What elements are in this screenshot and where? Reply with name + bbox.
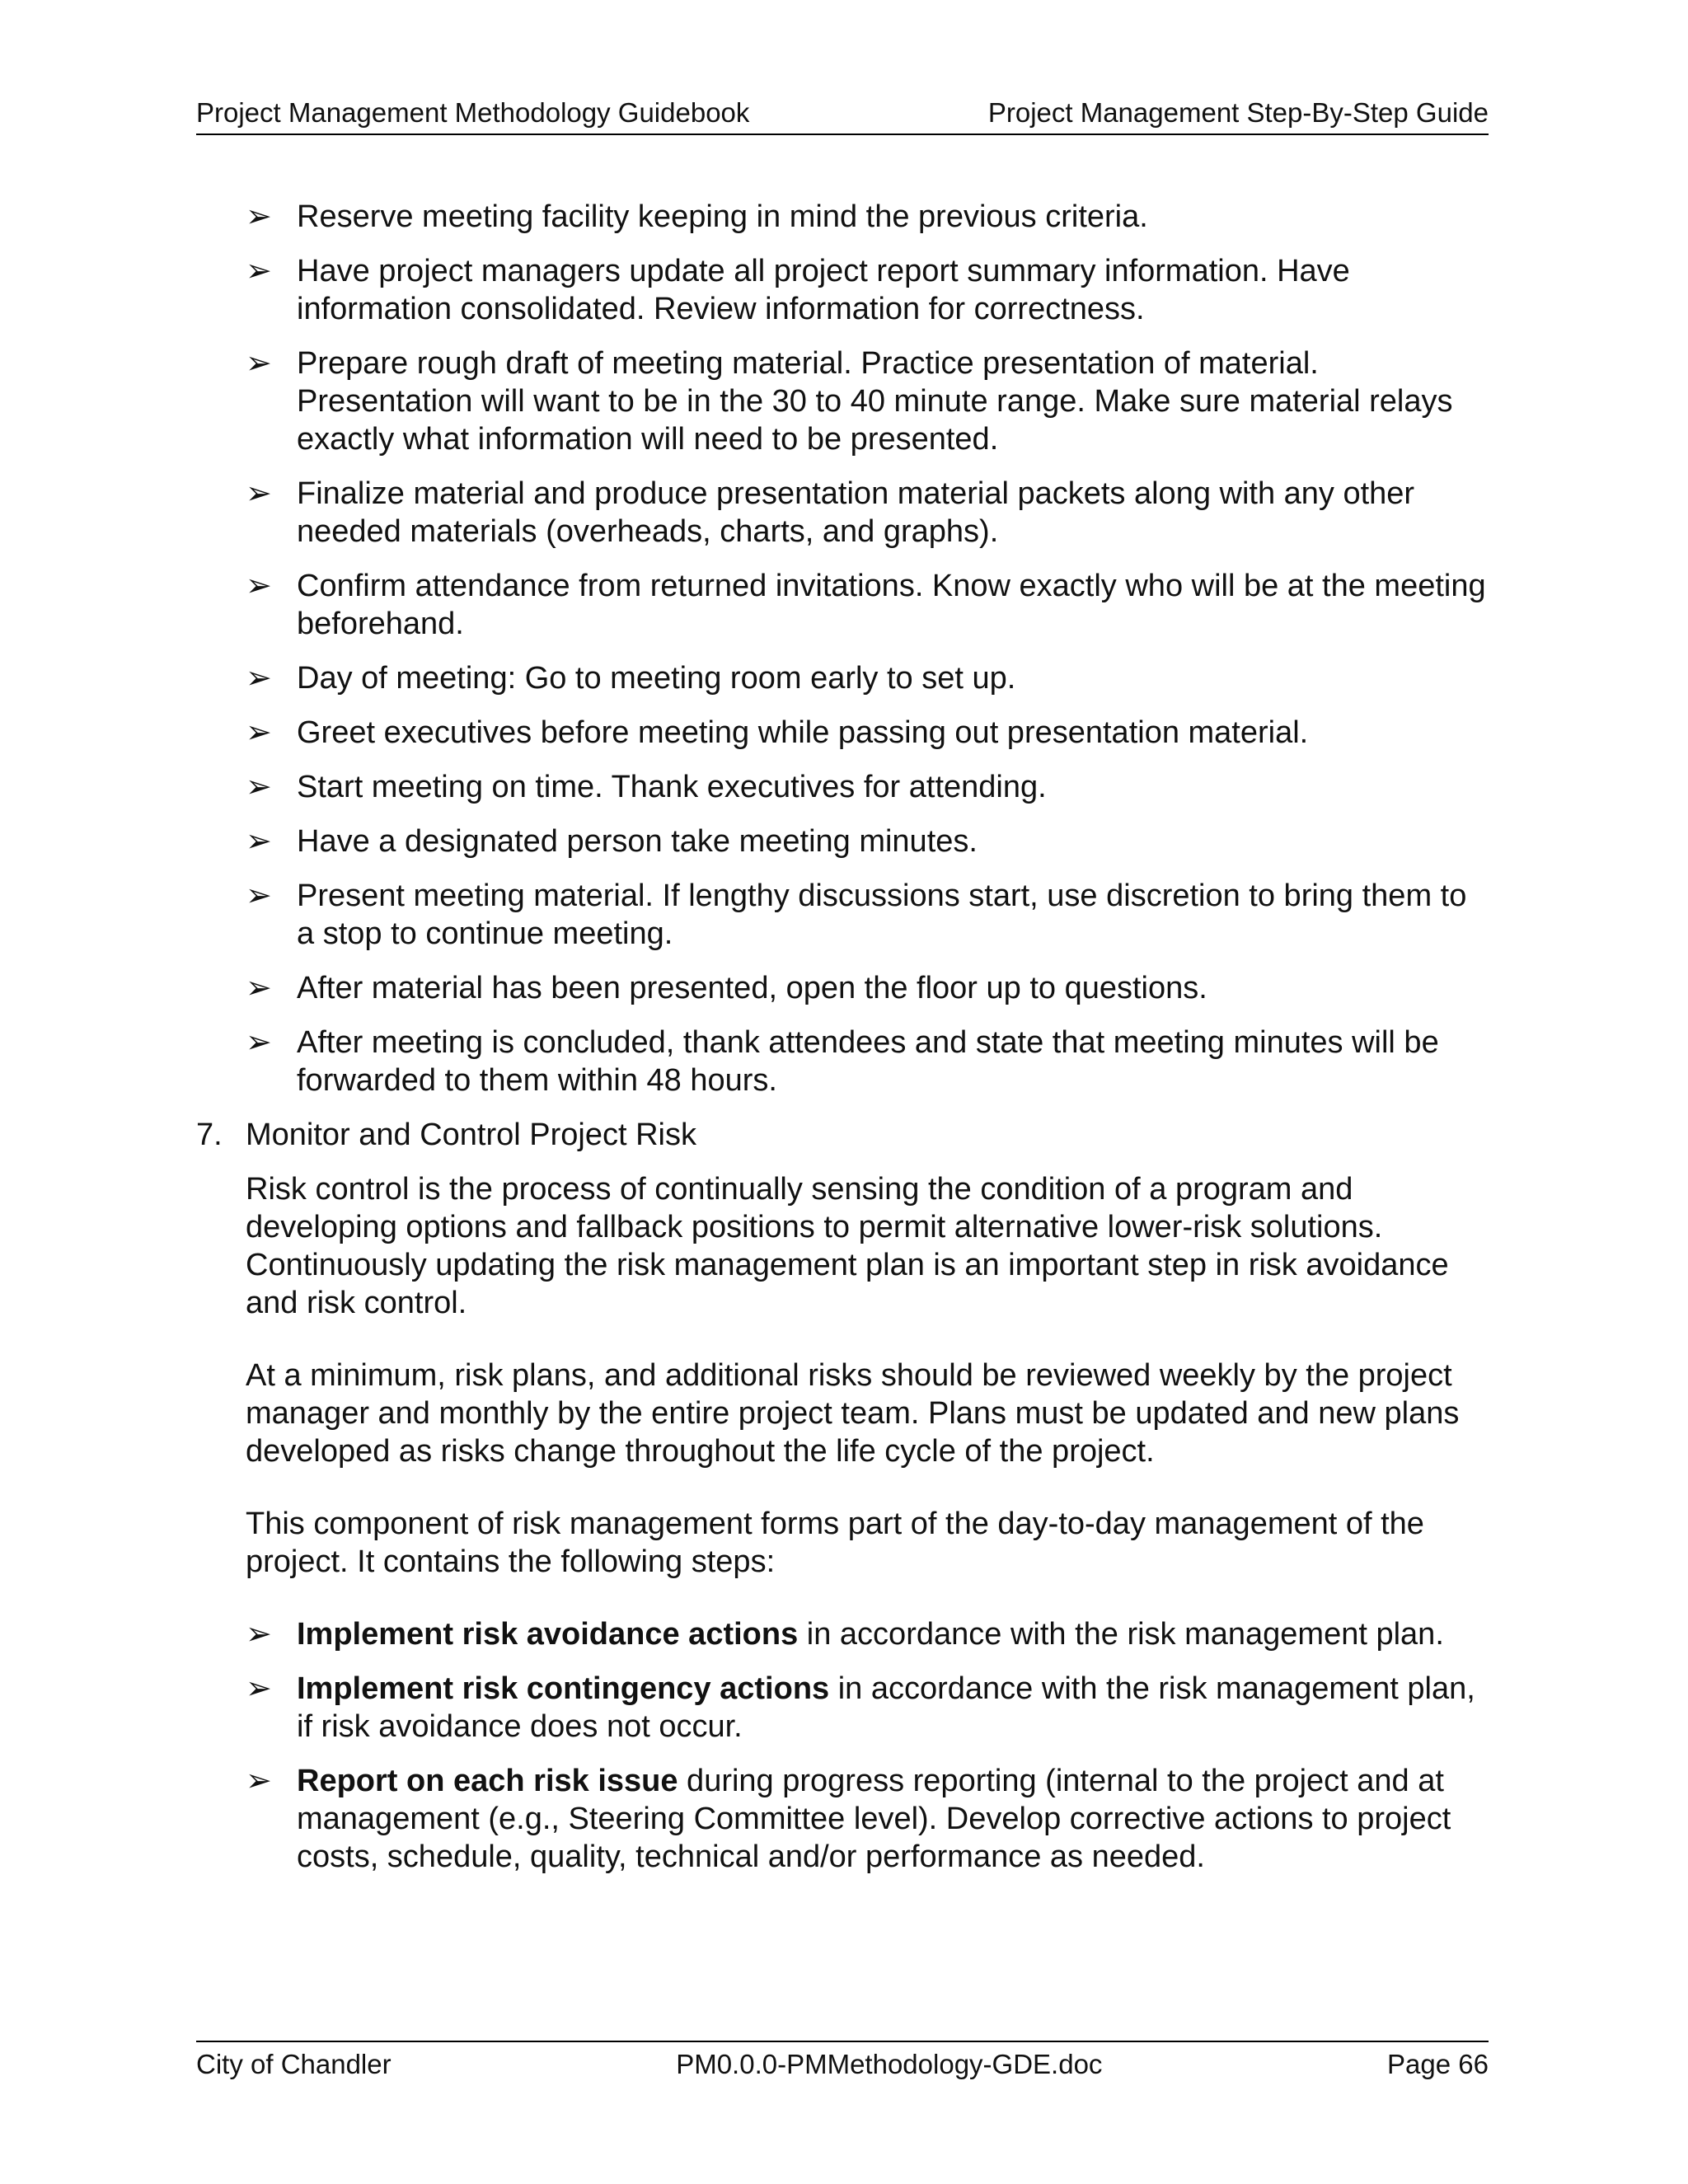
- paragraph: At a minimum, risk plans, and additional risks should be reviewed weekly by the project manager and monthly by the entire project team. Plans must be updated and new plans developed as risks change throughout the life cycle of the project.: [246, 1358, 1460, 1469]
- page-header: [196, 97, 1489, 135]
- list-item: ➢ Prepare rough draft of meeting material. Practice presentation of material. Presentation will want to be in the 30 to 40 minute range. Make sure material relays exactly what information will need to be presented.: [246, 346, 1453, 457]
- header-right-title: Project Management Step-By-Step Guide: [987, 97, 1489, 128]
- arrow-bullet-icon: ➢: [246, 346, 272, 381]
- arrow-bullet-icon: ➢: [246, 824, 272, 859]
- arrow-bullet-icon: ➢: [246, 1671, 272, 1706]
- arrow-bullet-icon: ➢: [246, 661, 272, 696]
- list-item: ➢ Present meeting material. If lengthy discussions start, use discretion to bring them to a stop to continue meeting.: [246, 879, 1467, 951]
- list-item: ➢ Implement risk contingency actions in accordance with the risk management plan, if risk avoidance does not occur.: [246, 1671, 1475, 1744]
- arrow-bullet-icon: ➢: [246, 1764, 272, 1798]
- list-item: ➢ Day of meeting: Go to meeting room early to set up.: [246, 661, 1016, 696]
- section-number: 7.: [196, 1118, 223, 1152]
- list-item: ➢ Implement risk avoidance actions in accordance with the risk management plan.: [246, 1617, 1444, 1652]
- arrow-bullet-icon: ➢: [246, 476, 272, 511]
- page-content: [196, 198, 1489, 1892]
- list-item: ➢ After meeting is concluded, thank attendees and state that meeting minutes will be forwarded to them within 48 hours.: [246, 1025, 1439, 1098]
- list-item: ➢ Confirm attendance from returned invitations. Know exactly who will be at the meeting beforehand.: [246, 569, 1486, 641]
- arrow-bullet-icon: ➢: [246, 1617, 272, 1652]
- list-item: ➢ Start meeting on time. Thank executives for attending.: [246, 770, 1047, 804]
- footer-organization: City of Chandler: [196, 2049, 392, 2079]
- paragraph: This component of risk management forms part of the day-to-day management of the project. It contains the following steps:: [246, 1507, 1424, 1579]
- arrow-bullet-icon: ➢: [246, 879, 272, 913]
- page-footer: [196, 2041, 1489, 2080]
- arrow-bullet-icon: ➢: [246, 569, 272, 603]
- list-item: ➢ Report on each risk issue during progress reporting (internal to the project and at management (e.g., Steering Committee level). Develop corrective actions to project costs, schedule, quality, technical and/or performance as needed.: [246, 1764, 1451, 1874]
- list-item: ➢ Finalize material and produce presentation material packets along with any other needed materials (overheads, charts, and graphs).: [246, 476, 1415, 549]
- step-bold-text: Report on each risk issue: [297, 1764, 678, 1798]
- list-item: ➢ Have a designated person take meeting minutes.: [246, 824, 978, 859]
- footer-page-number: Page 66: [1387, 2049, 1489, 2079]
- arrow-bullet-icon: ➢: [246, 199, 272, 234]
- section-title: Monitor and Control Project Risk: [246, 1118, 696, 1152]
- arrow-bullet-icon: ➢: [246, 254, 272, 288]
- footer-filename: PM0.0.0-PMMethodology-GDE.doc: [676, 2049, 1103, 2079]
- list-item: ➢ Have project managers update all project report summary information. Have information consolidated. Review information for correctness.: [246, 254, 1350, 326]
- list-item: ➢ Reserve meeting facility keeping in mind the previous criteria.: [246, 199, 1148, 234]
- arrow-bullet-icon: ➢: [246, 1025, 272, 1060]
- arrow-bullet-icon: ➢: [246, 770, 272, 804]
- header-left-title: Project Management Methodology Guidebook: [196, 97, 750, 128]
- step-bold-text: Implement risk avoidance actions: [297, 1617, 799, 1652]
- step-bold-text: Implement risk contingency actions: [297, 1671, 830, 1706]
- arrow-bullet-icon: ➢: [246, 971, 272, 1005]
- list-item: ➢ Greet executives before meeting while passing out presentation material.: [246, 715, 1309, 750]
- arrow-bullet-icon: ➢: [246, 715, 272, 750]
- top-bullet-list: [196, 198, 1489, 1099]
- section-heading: [196, 1116, 1489, 1154]
- list-item: ➢ After material has been presented, open the floor up to questions.: [246, 971, 1207, 1005]
- paragraph: Risk control is the process of continually sensing the condition of a program and developing options and fallback positions to permit alternative lower-risk solutions. Continuously updating the risk management plan is an important step in risk avoidance and risk control.: [246, 1172, 1449, 1320]
- steps-bullet-list: [196, 1615, 1489, 1876]
